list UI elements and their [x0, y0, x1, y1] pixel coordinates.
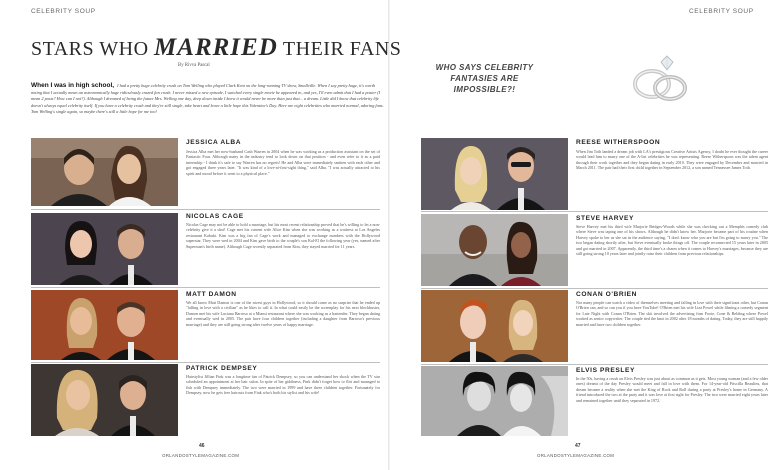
photo-elvis-presley [421, 366, 568, 436]
intro-paragraph [31, 83, 386, 116]
photo-jessica-alba [31, 138, 178, 206]
photo-reese-witherspoon [421, 138, 568, 210]
photo-steve-harvey [421, 214, 568, 286]
entry-text-steve-harvey: Steve Harvey met his third wife Marjorie Bridges-Woods while she was checking out a Memphis comedy club where Steve was taping one of his shows. Although he didn't know her, Marjorie became part of his routine when Harvey spoke to her as she sat in the audience saying, "I don't know who you are but I'm going to marry you." The two began dating shortly after, but Steve eventually broke things off. The couple reconnected 15 years later in 2005 and got married in 2007. Apparently, the third time's a charm when it comes to Harvey's marriages, because they are still going strong 10 years later and jointly raise their children from previous relationships. [576, 224, 768, 257]
entry-name-conan-obrien: CONAN O'BRIEN [576, 291, 638, 298]
divider [421, 288, 768, 289]
entry-name-matt-damon: MATT DAMON [186, 291, 237, 298]
divider [31, 362, 380, 363]
entry-name-reese-witherspoon: REESE WITHERSPOON [576, 139, 661, 146]
divider [421, 211, 768, 212]
entry-name-nicolas-cage: NICOLAS CAGE [186, 213, 244, 220]
article-headline [31, 34, 401, 62]
byline: By Rivva Pascal [178, 63, 210, 68]
wedding-rings-image [628, 52, 692, 112]
photo-nicolas-cage [31, 213, 178, 285]
headline-part-1: STARS WHO [31, 38, 155, 60]
entry-text-nicolas-cage: Nicolas Cage may not be able to hold a marriage, but his most recent relationship proved that he's willing to let a non-celebrity give it a shot! Cage met his current wife Alice Kim when she was working as a waitress at Los Angeles restaurant Kabuki. Kim was a big fan of Cage's work and managed to exchange numbers with the Hollywood superstar. They were wed in 2004 and Kim gave birth to the couple's son Kal-El the following year (yes, named after Superman's birth name). Although Cage recently separated from Kim, they stayed married for 11 years. [186, 222, 380, 249]
pull-quote: WHO SAYS CELEBRITY FANTASIES ARE IMPOSSIBLE?! [435, 63, 534, 94]
divider [31, 209, 380, 210]
section-label-left: CELEBRITY SOUP [31, 8, 96, 15]
entry-name-jessica-alba: JESSICA ALBA [186, 139, 242, 146]
entry-text-jessica-alba: Jessica Alba met her now-husband Cash Warren in 2004 when he was working as a production assistant on the set of Fantastic Four. Although many in the industry tend to look down on that position - and even refer to it as a paid internship - I think it's safe to say Warren has no regrets! He and Alba were immediately smitten with each other and got engaged three years later. "It was kind of a love-at-first-sight thing," said Alba. "I was actually attracted to his spirit and mood before it went to a physical place." [186, 149, 380, 176]
photo-conan-obrien [421, 290, 568, 362]
entry-name-patrick-dempsey: PATRICK DEMPSEY [186, 365, 258, 372]
page-gutter [388, 0, 390, 470]
entry-text-patrick-dempsey: Hairstylist Jillian Fink was a longtime fan of Patrick Dempsey, so you can understand her shock when the TV star scheduled an appointment at her hair salon. In spite of her giddiness, Fink didn't forget how to flirt and managed to fish with Dempsey immediately. The two were married in 1999 and have three children together. Fortunately for Dempsey, now he gets free haircuts from Fink who's both his stylist and his wife! [186, 374, 380, 396]
page-number-right: 47 [575, 443, 581, 449]
divider [31, 287, 380, 288]
entry-text-conan-obrien: Not many people can watch a video of themselves meeting and falling in love with their significant other, but Conan O'Brien can, and so can you if you have YouTube! O'Brien met his wife Liza Powel while filming a comedy segment for Late Night with Conan O'Brien. The skit involved the advertising firm Foote, Cone & Belding where Powel worked as senior copywriter. The couple tied the knot in 2002 after 18 months of dating. Today, they are still happily married and have two children together. [576, 300, 768, 327]
footer-site-right: ORLANDOSTYLEMAGAZINE.COM [537, 453, 615, 458]
section-label-right: CELEBRITY SOUP [689, 8, 754, 15]
entry-text-reese-witherspoon: When Jim Toth landed a dream job with LA's prestigious Creative Artists Agency, I doubt he ever thought the career would lead him to marry one of the A-list celebrities he was representing. Reese Witherspoon was the talent agent through their work together and they began dating in early 2010. They were engaged by December and married in March 2011. The pair had their first child together in September 2012, a son named Tennessee James Toth. [576, 149, 768, 171]
headline-emphasis: MARRIED [154, 34, 278, 61]
entry-name-elvis-presley: ELVIS PRESLEY [576, 367, 635, 374]
intro-lead: When I was in high school, [31, 82, 115, 89]
photo-matt-damon [31, 290, 178, 360]
divider [421, 364, 768, 365]
entry-text-matt-damon: We all know Matt Damon is one of the nicest guys in Hollywood, so it should come as no surprise that he ended up "falling in love with a civilian" as he likes to call it. In what could easily be the screenplay for his next blockbuster, Damon met his wife Luciana Barroso at a Miami restaurant where she was working as a bartender. They began dating and eventually wed in 2005. The pair have four children together (including a daughter from Barroso's previous marriage) and they are still going strong after twelve years of happy marriage. [186, 300, 380, 327]
footer-site-left: ORLANDOSTYLEMAGAZINE.COM [162, 453, 240, 458]
photo-patrick-dempsey [31, 364, 178, 436]
intro-text: I had a pretty huge celebrity crush on Tom Welling who played Clark Kent on the long-running TV show, Smallville. When I say pretty huge, it's worth noting that I actually mean an astronomically huge ridiculously crazed fan crush. I never missed a new episode, I watched every single movie he appeared in, and yes, I'll even admit that I had a poster (I mean 2 posts? How can I not?). Although I dreamed of being the future Mrs. Welling one day, deep down inside I knew it would never be more than just that... a dream. Little did I know that celebrity life doesn't always equal celebrity itself. If you have a celebrity crush and they're still single, take heart and leave a little hope this Valentine's Day. Here are eight celebrities who married normal, adoring fans. Tom Welling's single again, so maybe there's still a little hope for me too! [31, 83, 384, 115]
page-number-left: 46 [199, 443, 205, 449]
entry-text-elvis-presley: In the 50s, having a crush on Elvis Presley was just about as common as it gets. Most young woman (and a few older ones) dreamt of the day Presley would meet and fall in love with them. For 14-year-old Priscilla Beaulieu, that dream became a reality when she met the King of Rock and Roll during a party at Presley's home in Germany. A friend introduced the two at the party and it was love at first sight for Presley. The two were married eight years later and remained together until they separated in 1972. [576, 376, 768, 403]
headline-part-3: THEIR FANS [277, 38, 402, 60]
entry-name-steve-harvey: STEVE HARVEY [576, 215, 635, 222]
